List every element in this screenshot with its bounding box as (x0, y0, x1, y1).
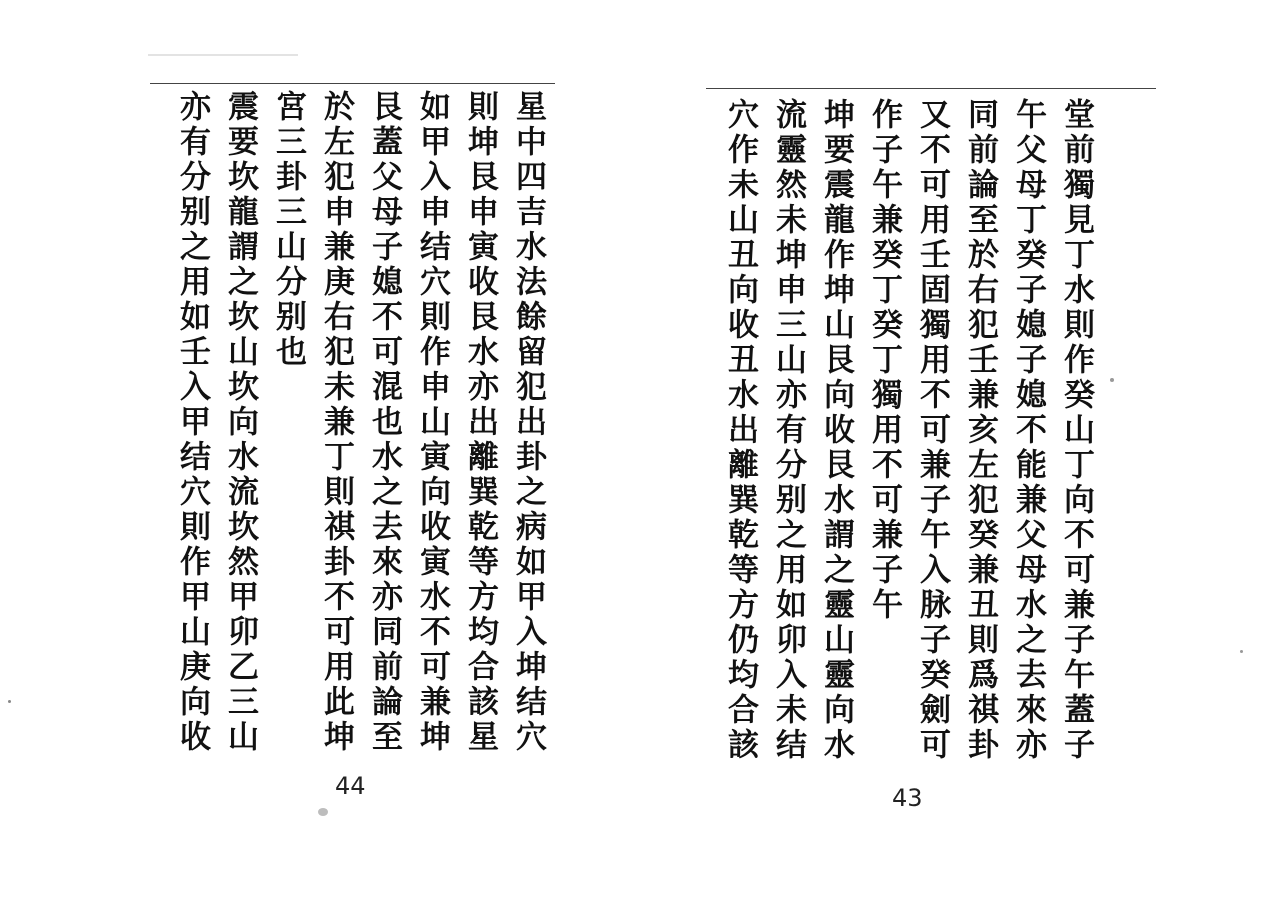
text-column: 坤要震龍作坤山艮向收艮水謂之靈山靈向水 (818, 98, 854, 763)
text-column: 堂前獨見丁水則作癸山丁向不可兼子午蓋子 (1058, 98, 1094, 763)
text-column: 又不可用壬固獨用不可兼子午入脉子癸劍可 (914, 98, 950, 763)
right-page (640, 0, 1280, 906)
text-column: 如甲入申结穴則作申山寅向收寅水不可兼坤 (414, 90, 450, 755)
ink-smudge (318, 808, 328, 816)
text-column: 午父母丁癸子媳子媳不能兼父母水之去來亦 (1010, 98, 1046, 763)
text-columns (168, 90, 552, 755)
text-column: 作子午兼癸丁癸丁獨用不可兼子午 (866, 98, 902, 623)
text-column: 星中四吉水法餘留犯出卦之病如甲入坤结穴 (510, 90, 546, 755)
faint-header-mark (148, 54, 298, 56)
text-column: 亦有分别之用如壬入甲结穴則作甲山庚向收 (174, 90, 210, 755)
text-column: 宮三卦三山分别也 (270, 90, 306, 370)
page-number: 43 (892, 784, 923, 812)
text-column: 艮蓋父母子媳不可混也水之去來亦同前論至 (366, 90, 402, 755)
page-number: 44 (335, 772, 366, 800)
text-column: 於左犯申兼庚右犯未兼丁則祺卦不可用此坤 (318, 90, 354, 755)
ink-smudge (8, 700, 11, 703)
ink-smudge (1240, 650, 1243, 653)
top-rule (706, 88, 1156, 89)
text-column: 流靈然未坤申三山亦有分别之用如卯入未结 (770, 98, 806, 763)
text-columns (716, 98, 1100, 763)
text-column: 穴作未山丑向收丑水出離巽乾等方仍均合該 (722, 98, 758, 763)
top-rule (150, 83, 555, 84)
text-column: 則坤艮申寅收艮水亦出離巽乾等方均合該星 (462, 90, 498, 755)
ink-smudge (1110, 378, 1114, 382)
text-column: 同前論至於右犯壬兼亥左犯癸兼丑則爲祺卦 (962, 98, 998, 763)
text-column: 震要坎龍謂之坎山坎向水流坎然甲卯乙三山 (222, 90, 258, 755)
